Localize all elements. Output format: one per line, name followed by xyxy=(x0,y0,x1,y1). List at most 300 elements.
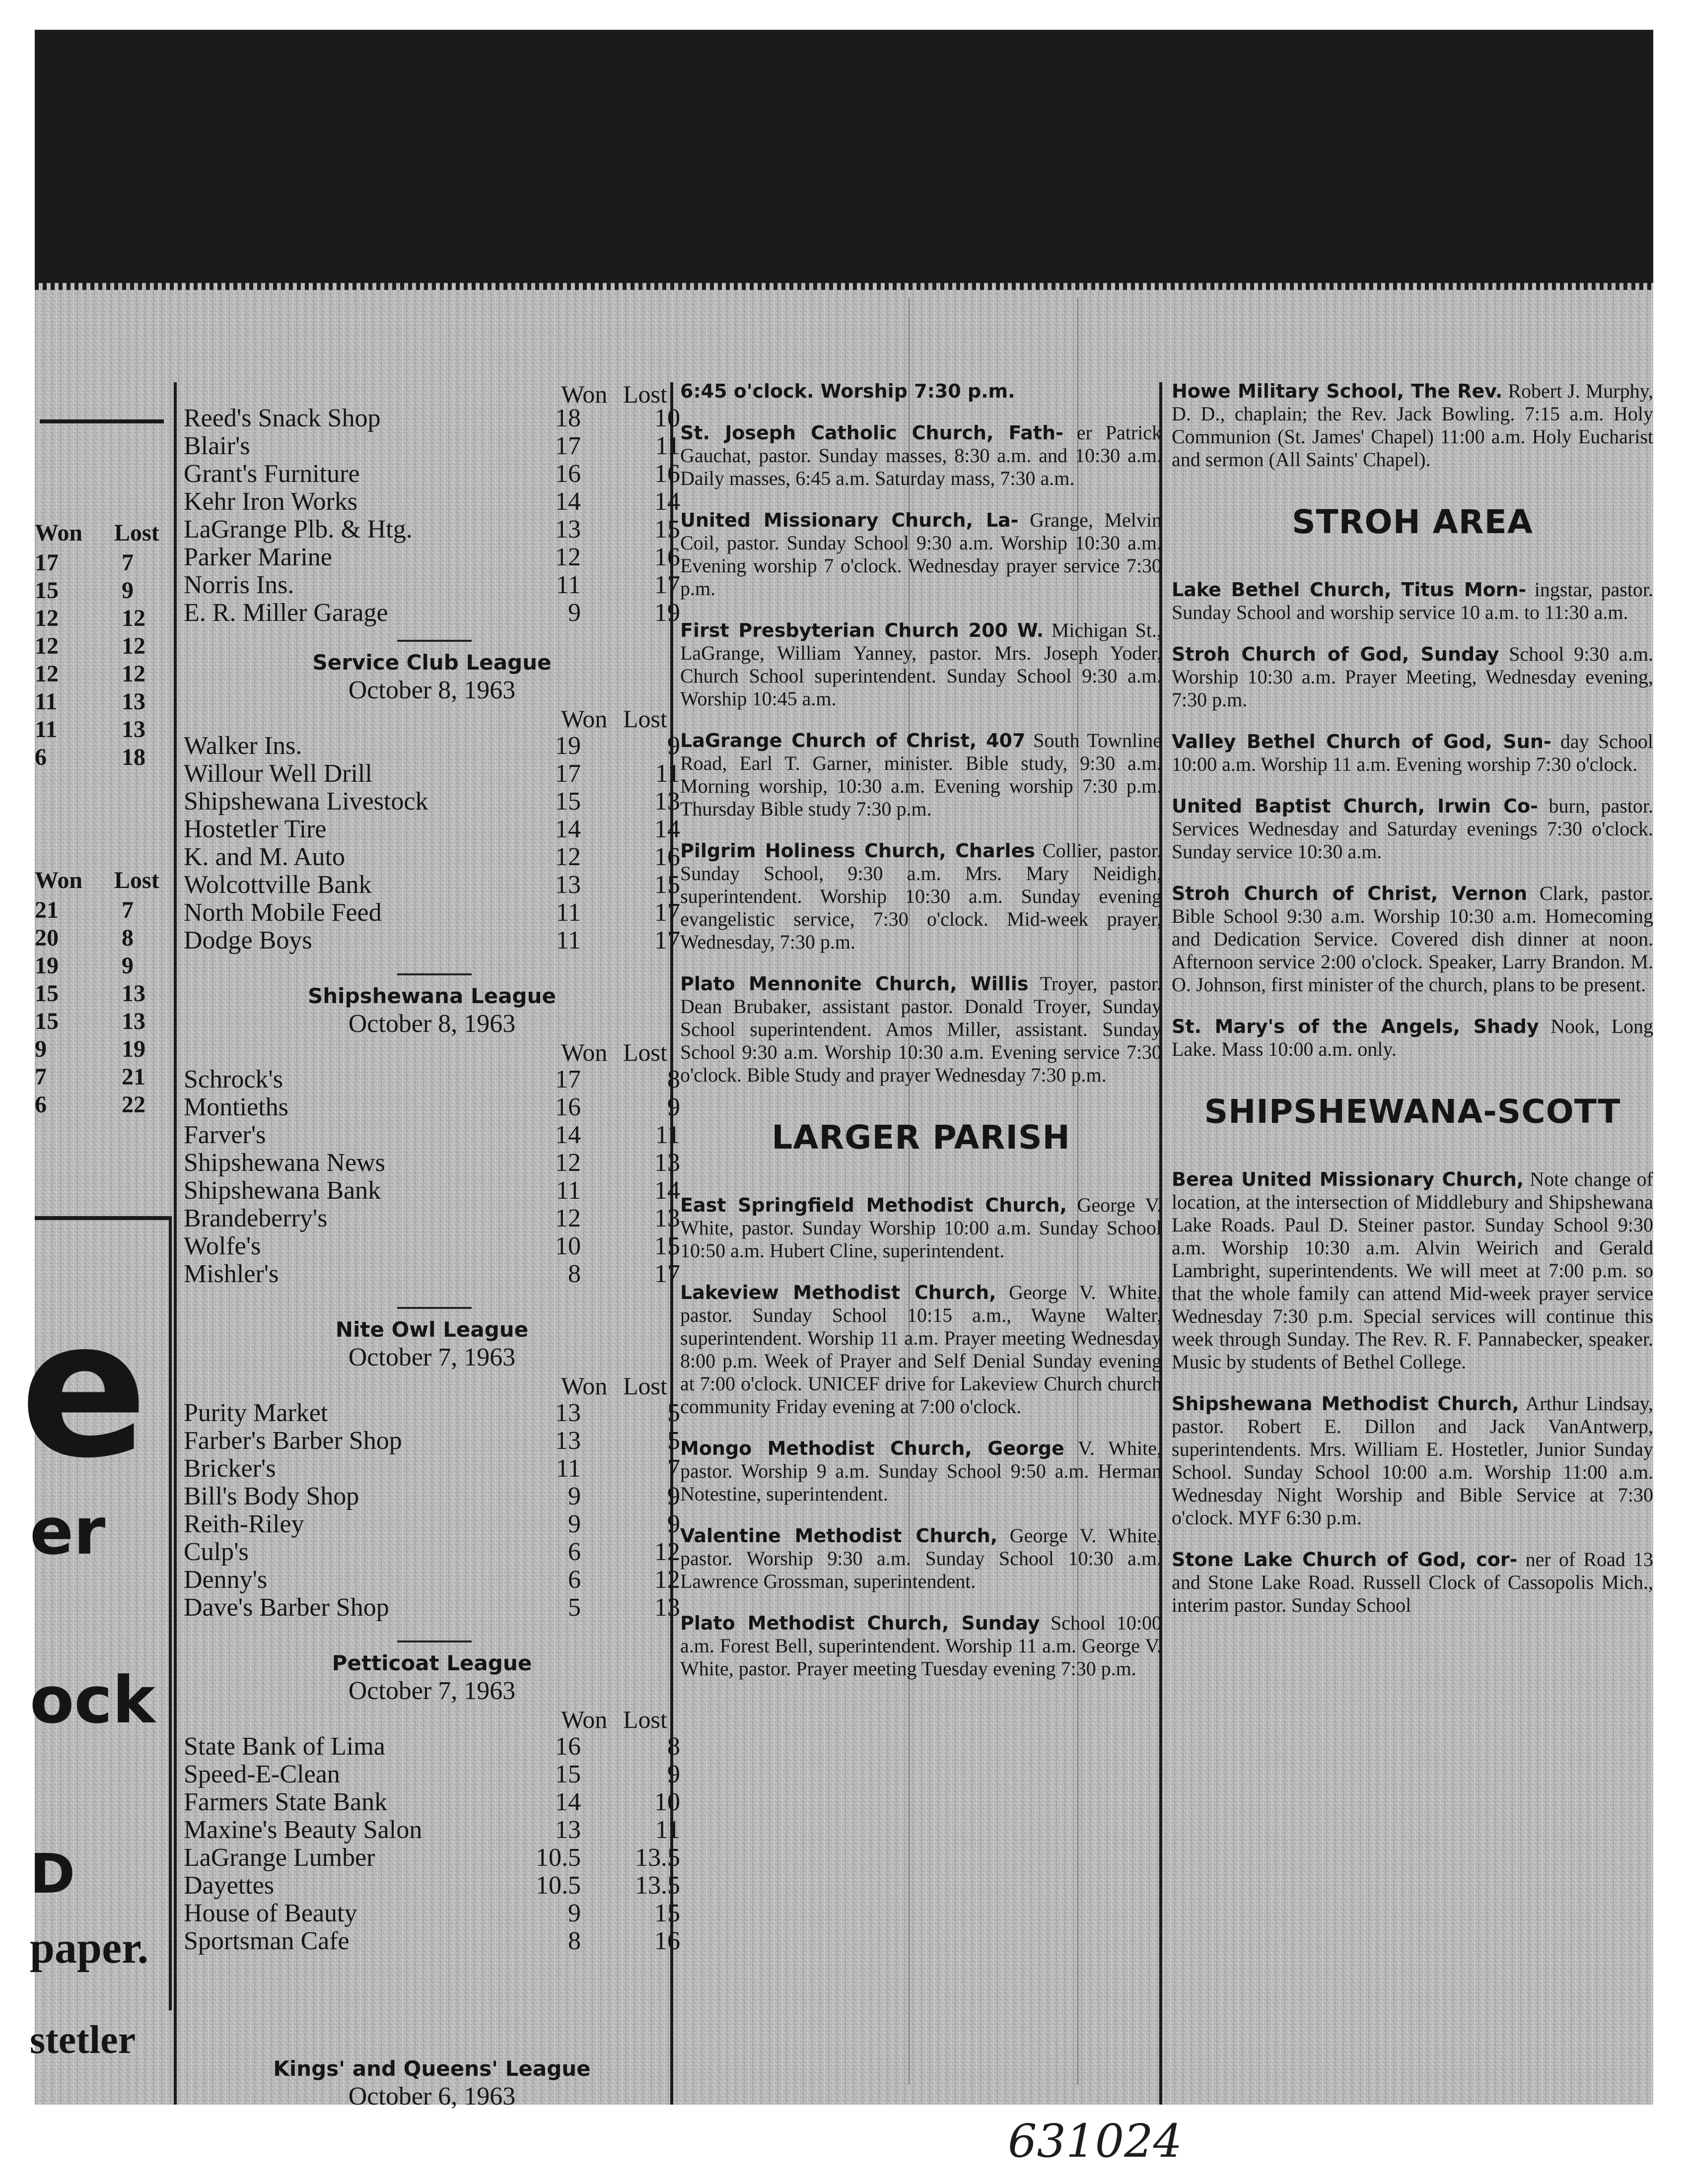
team-row xyxy=(184,1872,680,1900)
church-details: V. White, pastor. Worship 9 a.m. Sunday School 9:50 a.m. Herman Notestine, superintendent. xyxy=(680,1437,1162,1505)
lost-count: 12 xyxy=(122,605,145,631)
team-row xyxy=(184,1594,680,1622)
church-entry xyxy=(1172,578,1653,624)
church-details: Arthur Lindsay, pastor. Robert E. Dillon and Jack VanAntwerp, superintendents. Mrs. William E. Hostetler, Junior Sunday School. Sunday School 10:00 a.m. Worship 11:00 a.m. Wednesday Night Worship and Bible Service at 7:30 o'clock. MYF 6:30 p.m. xyxy=(1172,1392,1653,1529)
team-row xyxy=(184,1538,680,1566)
team-name: Grant's Furniture xyxy=(184,460,360,488)
church-entry xyxy=(680,421,1162,490)
standings-header xyxy=(184,1038,680,1066)
church-entry xyxy=(680,1194,1162,1262)
won-count: 19 xyxy=(35,953,59,979)
church-entry xyxy=(1172,1548,1653,1617)
team-name: Farver's xyxy=(184,1121,266,1149)
team-row xyxy=(184,1066,680,1093)
church-details: Nook, Long Lake. Mass 10:00 a.m. only. xyxy=(1172,1015,1654,1060)
church-details: Clark, pastor. Bible School 9:30 a.m. Worship 10:30 a.m. Homecoming and Dedication Service. Covered dish dinner at noon. Afternoon service 2:00 o'clock. Speaker, Larry Brandon. M. O. Johnson, first minister of the church, plans to be present. xyxy=(1172,882,1654,996)
lost-count: 7 xyxy=(122,897,134,923)
lost-count: 14 xyxy=(654,815,680,843)
team-row xyxy=(184,1399,680,1427)
won-count: 9 xyxy=(35,1036,47,1062)
team-name: Shipshewana News xyxy=(184,1149,385,1177)
ad-text-fragment: er xyxy=(30,1494,106,1569)
won-count: 19 xyxy=(555,732,581,760)
team-name: Dave's Barber Shop xyxy=(184,1593,389,1622)
lost-count: 14 xyxy=(654,487,680,516)
team-name: Reith-Riley xyxy=(184,1510,304,1538)
team-row xyxy=(184,599,680,627)
church-entry xyxy=(680,729,1162,820)
won-count: 10 xyxy=(555,1232,581,1260)
won-count: 5 xyxy=(568,1593,581,1622)
church-name: Stroh Church of Christ, Vernon xyxy=(1172,883,1528,904)
lost-count: 10 xyxy=(654,1788,680,1816)
team-row xyxy=(184,788,680,816)
church-name: Howe Military School, The Rev. xyxy=(1172,380,1503,402)
league-title: Petticoat League xyxy=(332,1651,532,1675)
lost-header: Lost xyxy=(114,867,159,893)
lost-count: 12 xyxy=(122,633,145,659)
team-name: Wolcottville Bank xyxy=(184,871,372,899)
lost-count: 11 xyxy=(655,1121,680,1149)
church-details: School 10:00 a.m. Forest Bell, superintendent. Worship 11 a.m. George V. White, pastor. Prayer meeting Tuesday evening 7:30 p.m. xyxy=(680,1612,1162,1680)
church-name: Lake Bethel Church, Titus Morn- xyxy=(1172,579,1527,601)
won-count: 12 xyxy=(35,633,59,659)
won-count: 13 xyxy=(555,1816,581,1844)
team-name: LaGrange Lumber xyxy=(184,1843,375,1872)
church-entry xyxy=(680,380,1162,403)
church-name: Plato Methodist Church, Sunday xyxy=(680,1612,1040,1634)
won-count: 10.5 xyxy=(536,1843,581,1872)
church-name: United Baptist Church, Irwin Co- xyxy=(1172,795,1538,817)
league-date: October 6, 1963 xyxy=(348,2082,516,2111)
league-date: October 8, 1963 xyxy=(348,1010,516,1038)
lost-count: 19 xyxy=(654,599,680,627)
won-count: 12 xyxy=(35,661,59,687)
won-count: 16 xyxy=(555,460,581,488)
church-entry xyxy=(680,839,1162,954)
church-name: Berea United Missionary Church, xyxy=(1172,1168,1524,1190)
won-count: 11 xyxy=(556,1454,581,1483)
league-date: October 7, 1963 xyxy=(348,1677,516,1705)
lost-count: 8 xyxy=(122,925,134,951)
ad-border xyxy=(35,1216,172,1220)
church-details: Troyer, pastor. Dean Brubaker, assistant pastor. Donald Troyer, Sunday School superintendent. Amos Miller, assistant. Sunday School 9:30 a.m. Worship 10:30 a.m. Evening service 7:30 o'clock. Bible Study and prayer Wednesday 7:30 p.m. xyxy=(680,972,1162,1086)
team-name: Norris Ins. xyxy=(184,571,294,599)
team-name: E. R. Miller Garage xyxy=(184,599,388,627)
divider-rule xyxy=(397,1307,472,1309)
lost-count: 17 xyxy=(654,926,680,955)
won-count: 11 xyxy=(556,571,581,599)
won-count: 21 xyxy=(35,897,59,923)
scanner-black-band xyxy=(35,30,1653,283)
league-block xyxy=(184,640,680,955)
team-name: Montieths xyxy=(184,1093,288,1121)
church-details: Grange, Melvin Coil, pastor. Sunday School 9:30 a.m. Worship 10:30 a.m. Evening worship 7 o'clock. Wednesday prayer service 7:30 p.m. xyxy=(680,509,1162,600)
league-table xyxy=(184,1733,680,1955)
lost-count: 8 xyxy=(667,1732,680,1761)
church-name: Plato Mennonite Church, Willis xyxy=(680,973,1029,995)
league-table xyxy=(184,732,680,955)
lost-count: 9 xyxy=(122,953,134,979)
won-header: Won xyxy=(35,520,83,546)
standings-header xyxy=(184,1705,680,1733)
lost-count: 15 xyxy=(654,1232,680,1260)
church-details: day School 10:00 a.m. Worship 11 a.m. Evening worship 7:30 o'clock. xyxy=(1172,730,1653,775)
league-date: October 7, 1963 xyxy=(348,1343,516,1371)
church-name: Valentine Methodist Church, xyxy=(680,1525,998,1547)
lost-count: 17 xyxy=(654,898,680,927)
church-details: ingstar, pastor. Sunday School and worship service 10 a.m. to 11:30 a.m. xyxy=(1172,578,1653,623)
ad-text-fragment: D xyxy=(30,1842,75,1906)
won-count: 14 xyxy=(555,815,581,843)
church-details: er Patrick Gauchat, pastor. Sunday masses, 8:30 a.m. and 10:30 a.m. Daily masses, 6:45 a.m. Saturday mass, 7:30 a.m. xyxy=(680,421,1162,489)
won-header: Won xyxy=(561,705,608,733)
won-count: 11 xyxy=(556,926,581,955)
lost-count: 9 xyxy=(667,1482,680,1510)
won-count: 20 xyxy=(35,925,59,951)
lost-header: Lost xyxy=(623,380,667,408)
team-name: Farber's Barber Shop xyxy=(184,1427,402,1455)
league-title: Shipshewana League xyxy=(307,984,557,1008)
church-name: St. Mary's of the Angels, Shady xyxy=(1172,1016,1539,1037)
church-directory-column xyxy=(680,380,1162,1699)
won-count: 6 xyxy=(35,744,47,770)
team-name: Maxine's Beauty Salon xyxy=(184,1816,422,1844)
lost-count: 18 xyxy=(122,744,145,770)
team-name: Kehr Iron Works xyxy=(184,487,358,516)
lost-count: 9 xyxy=(667,1760,680,1788)
team-name: Sportsman Cafe xyxy=(184,1927,350,1955)
won-count: 6 xyxy=(35,1092,47,1118)
team-row xyxy=(184,571,680,599)
won-count: 6 xyxy=(568,1538,581,1566)
church-name: Lakeview Methodist Church, xyxy=(680,1282,996,1303)
lost-count: 15 xyxy=(654,515,680,544)
church-entry xyxy=(1172,882,1653,996)
team-name: Dayettes xyxy=(184,1871,274,1900)
league-table xyxy=(184,405,680,627)
team-row xyxy=(184,1427,680,1455)
lost-count: 12 xyxy=(122,661,145,687)
team-name: Shipshewana Livestock xyxy=(184,787,428,816)
lost-count: 17 xyxy=(654,571,680,599)
lost-count: 9 xyxy=(122,577,134,604)
league-block xyxy=(184,1640,680,1955)
lost-count: 7 xyxy=(667,1454,680,1483)
won-count: 7 xyxy=(35,1064,47,1090)
lost-count: 15 xyxy=(654,1899,680,1927)
lost-count: 12 xyxy=(654,1538,680,1566)
won-count: 9 xyxy=(568,599,581,627)
lost-count: 11 xyxy=(655,1816,680,1844)
team-row xyxy=(184,843,680,871)
won-count: 13 xyxy=(555,871,581,899)
lost-count: 11 xyxy=(655,432,680,460)
won-count: 17 xyxy=(555,1065,581,1093)
church-name: Stroh Church of God, Sunday xyxy=(1172,643,1499,665)
won-count: 17 xyxy=(35,549,59,576)
won-count: 14 xyxy=(555,1121,581,1149)
lost-count: 11 xyxy=(655,759,680,788)
church-entry xyxy=(1172,1168,1653,1373)
church-details: South Townline Road, Earl T. Garner, minister. Bible study, 9:30 a.m. Morning worship, 10:30 a.m. Evening worship 7:30 p.m. Thursday Bible study 7:30 p.m. xyxy=(680,729,1162,820)
won-header: Won xyxy=(561,1372,608,1400)
lost-count: 13.5 xyxy=(635,1871,680,1900)
lost-count: 13 xyxy=(654,1204,680,1232)
won-header: Won xyxy=(561,380,608,408)
won-count: 8 xyxy=(568,1260,581,1288)
ad-text-fragment: ock xyxy=(30,1662,155,1738)
church-name: Mongo Methodist Church, George xyxy=(680,1437,1064,1459)
church-details: Note change of location, at the intersection of Middlebury and Shipshewana Lake Roads. Paul D. Steiner pastor. Sunday School 9:30 a.m. Worship 10:30 a.m. Alvin Weirich and Gerald Lambright, superintendents. We will meet at 7:00 p.m. so that the whole family can attend Mid-week prayer service Wednesday 7:30 p.m. Special services will continue this week through Sunday. The Rev. R. F. Pannabecker, speaker. Music by students of Bethel College. xyxy=(1172,1168,1653,1373)
won-count: 12 xyxy=(555,1149,581,1177)
team-name: Walker Ins. xyxy=(184,732,302,760)
handwritten-reference-number: 631024 xyxy=(1008,2115,1183,2168)
lost-count: 16 xyxy=(654,543,680,571)
lost-count: 9 xyxy=(667,732,680,760)
section-heading: SHIPSHEWANA-SCOTT xyxy=(1204,1092,1621,1131)
church-entry xyxy=(680,509,1162,600)
team-name: North Mobile Feed xyxy=(184,898,382,927)
team-name: Reed's Snack Shop xyxy=(184,404,381,432)
church-name: Valley Bethel Church of God, Sun- xyxy=(1172,731,1551,752)
won-count: 14 xyxy=(555,1788,581,1816)
team-row xyxy=(184,1844,680,1872)
won-count: 9 xyxy=(568,1482,581,1510)
team-row xyxy=(184,1093,680,1121)
lost-count: 12 xyxy=(654,1566,680,1594)
team-name: Mishler's xyxy=(184,1260,279,1288)
lost-count: 13 xyxy=(654,787,680,816)
leagues-list xyxy=(184,633,680,1974)
won-count: 11 xyxy=(556,898,581,927)
team-name: Speed-E-Clean xyxy=(184,1760,340,1788)
lost-count: 10 xyxy=(654,404,680,432)
divider-rule xyxy=(397,1640,472,1642)
church-entry xyxy=(1172,1015,1653,1061)
standings-header xyxy=(184,704,680,732)
team-row xyxy=(184,760,680,788)
team-row xyxy=(184,460,680,488)
lost-count: 16 xyxy=(654,843,680,871)
won-count: 15 xyxy=(35,1008,59,1034)
team-name: LaGrange Plb. & Htg. xyxy=(184,515,413,544)
church-entry xyxy=(680,1437,1162,1505)
lost-count: 9 xyxy=(667,1510,680,1538)
church-details: George V. White, pastor. Worship 9:30 a.m. Sunday School 10:30 a.m. Lawrence Grossman, superintendent. xyxy=(680,1524,1162,1592)
won-count: 16 xyxy=(555,1093,581,1121)
divider-rule xyxy=(397,973,472,975)
team-name: Bricker's xyxy=(184,1454,276,1483)
lost-count: 19 xyxy=(122,1036,145,1062)
lost-count: 16 xyxy=(654,460,680,488)
lost-count: 9 xyxy=(667,1093,680,1121)
church-name: United Missionary Church, La- xyxy=(680,509,1019,531)
league-title: Kings' and Queens' League xyxy=(273,2056,591,2081)
team-name: Farmers State Bank xyxy=(184,1788,388,1816)
lost-count: 13 xyxy=(122,980,145,1007)
ad-large-letter: e xyxy=(20,1280,148,1500)
church-details: Michigan St., LaGrange, William Yanney, pastor. Mrs. Joseph Yoder, Church School superintendent. Sunday School 9:30 a.m. Worship 10:45 a.m. xyxy=(680,619,1162,710)
team-row xyxy=(184,1205,680,1232)
team-name: Bill's Body Shop xyxy=(184,1482,359,1510)
church-name: Pilgrim Holiness Church, Charles xyxy=(680,840,1035,862)
team-row xyxy=(184,816,680,843)
team-row xyxy=(184,871,680,899)
team-name: Brandeberry's xyxy=(184,1204,328,1232)
lost-header: Lost xyxy=(623,1706,667,1733)
lost-count: 13 xyxy=(122,1008,145,1034)
lost-count: 15 xyxy=(654,871,680,899)
lost-count: 5 xyxy=(667,1399,680,1427)
church-name: East Springfield Methodist Church, xyxy=(680,1194,1067,1216)
team-name: Wolfe's xyxy=(184,1232,261,1260)
lost-count: 13 xyxy=(654,1149,680,1177)
won-count: 13 xyxy=(555,1399,581,1427)
won-count: 9 xyxy=(568,1510,581,1538)
team-row xyxy=(184,732,680,760)
section-heading: LARGER PARISH xyxy=(772,1118,1070,1157)
lost-count: 21 xyxy=(122,1064,145,1090)
lost-header: Lost xyxy=(623,1038,667,1066)
team-row xyxy=(184,405,680,432)
church-name: Stone Lake Church of God, cor- xyxy=(1172,1549,1518,1570)
church-entry xyxy=(1172,795,1653,863)
church-directory-column xyxy=(1172,380,1653,1636)
team-name: K. and M. Auto xyxy=(184,843,345,871)
team-row xyxy=(184,1816,680,1844)
lost-count: 13 xyxy=(654,1593,680,1622)
ad-text-fragment: stetler xyxy=(30,2018,136,2062)
church-entry xyxy=(680,972,1162,1087)
team-name: Dodge Boys xyxy=(184,926,312,955)
adjacent-column-fragment xyxy=(20,283,174,2105)
team-row xyxy=(184,488,680,516)
team-name: Hostetler Tire xyxy=(184,815,327,843)
lost-count: 22 xyxy=(122,1092,145,1118)
won-count: 13 xyxy=(555,1427,581,1455)
entry-text: 6:45 o'clock. Worship 7:30 p.m. xyxy=(680,380,1015,402)
lost-count: 13.5 xyxy=(635,1843,680,1872)
won-count: 11 xyxy=(35,688,58,715)
team-row xyxy=(184,1232,680,1260)
church-details: School 9:30 a.m. Worship 10:30 a.m. Prayer Meeting, Wednesday evening, 7:30 p.m. xyxy=(1172,643,1654,711)
won-count: 18 xyxy=(555,404,581,432)
team-name: Blair's xyxy=(184,432,250,460)
team-name: Parker Marine xyxy=(184,543,332,571)
team-row xyxy=(184,1733,680,1761)
won-count: 11 xyxy=(35,716,58,743)
won-count: 6 xyxy=(568,1566,581,1594)
lost-count: 8 xyxy=(667,1065,680,1093)
won-count: 15 xyxy=(35,577,59,604)
won-count: 12 xyxy=(555,1204,581,1232)
team-row xyxy=(184,1260,680,1288)
won-count: 16 xyxy=(555,1732,581,1761)
church-name: LaGrange Church of Christ, 407 xyxy=(680,730,1026,751)
church-entry xyxy=(1172,1392,1653,1529)
team-name: House of Beauty xyxy=(184,1899,357,1927)
church-entry xyxy=(1172,730,1653,776)
team-row xyxy=(184,1455,680,1483)
lost-count: 13 xyxy=(122,716,145,743)
lost-count: 16 xyxy=(654,1927,680,1955)
league-block xyxy=(184,973,680,1288)
lost-count: 13 xyxy=(122,688,145,715)
won-count: 12 xyxy=(555,543,581,571)
divider-rule xyxy=(397,640,472,642)
league-table xyxy=(184,1066,680,1288)
team-row xyxy=(184,432,680,460)
team-row xyxy=(184,1149,680,1177)
newspaper-clipping xyxy=(20,283,1654,2111)
team-name: Willour Well Drill xyxy=(184,759,372,788)
church-name: First Presbyterian Church 200 W. xyxy=(680,619,1044,641)
team-row xyxy=(184,927,680,955)
section-heading: STROH AREA xyxy=(1292,503,1533,541)
team-row xyxy=(184,544,680,571)
church-details: George V. White, pastor. Sunday Worship 10:00 a.m. Sunday School 10:50 a.m. Hubert Cline, superintendent. xyxy=(680,1194,1162,1262)
team-row xyxy=(184,1566,680,1594)
church-name: Shipshewana Methodist Church, xyxy=(1172,1393,1519,1415)
church-entry xyxy=(680,619,1162,710)
won-count: 15 xyxy=(555,787,581,816)
won-count: 11 xyxy=(556,1176,581,1205)
won-count: 12 xyxy=(35,605,59,631)
standings-header xyxy=(184,380,680,408)
lost-count: 5 xyxy=(667,1427,680,1455)
won-count: 12 xyxy=(555,843,581,871)
church-details: Robert J. Murphy, D. D., chaplain; the Rev. Jack Bowling. 7:15 a.m. Holy Communion (St. James' Chapel) 11:00 a.m. Holy Eucharist and sermon (All Saints' Chapel). xyxy=(1172,380,1654,471)
lost-count: 7 xyxy=(122,549,134,576)
team-name: Purity Market xyxy=(184,1399,328,1427)
kings-queens-league xyxy=(184,2055,680,2111)
won-count: 9 xyxy=(568,1899,581,1927)
team-row xyxy=(184,899,680,927)
won-count: 15 xyxy=(35,980,59,1007)
team-row xyxy=(184,1177,680,1205)
team-name: State Bank of Lima xyxy=(184,1732,385,1761)
league-title: Nite Owl League xyxy=(335,1317,529,1342)
church-details: Collier, pastor. Sunday School, 9:30 a.m. Mrs. Mary Neidigh, superintendent. Worship 10:30 a.m. Sunday evening evangelistic service, 7:30 o'clock. Mid-week prayer, Wednesday, 7:30 p.m. xyxy=(680,839,1162,953)
church-details: ner of Road 13 and Stone Lake Road. Russell Clock of Cassopolis Mich., interim pastor. Sunday School xyxy=(1172,1548,1654,1616)
team-row xyxy=(184,1483,680,1510)
lost-header: Lost xyxy=(623,1372,667,1400)
rule xyxy=(40,419,164,423)
lost-header: Lost xyxy=(623,705,667,733)
won-count: 8 xyxy=(568,1927,581,1955)
ad-border xyxy=(169,1216,172,2010)
won-count: 14 xyxy=(555,487,581,516)
standings-header xyxy=(184,1371,680,1399)
church-entry xyxy=(680,1612,1162,1680)
won-count: 17 xyxy=(555,432,581,460)
church-entry xyxy=(1172,643,1653,711)
church-details: burn, pastor. Services Wednesday and Saturday evenings 7:30 o'clock. Sunday service 10:30 a.m. xyxy=(1172,795,1653,863)
church-name: St. Joseph Catholic Church, Fath- xyxy=(680,422,1063,444)
team-row xyxy=(184,516,680,544)
league-title: Service Club League xyxy=(312,650,552,675)
lost-count: 17 xyxy=(654,1260,680,1288)
team-name: Denny's xyxy=(184,1566,268,1594)
team-row xyxy=(184,1927,680,1955)
won-count: 15 xyxy=(555,1760,581,1788)
church-entry xyxy=(1172,380,1653,471)
team-row xyxy=(184,1788,680,1816)
team-row xyxy=(184,1900,680,1927)
lost-count: 14 xyxy=(654,1176,680,1205)
won-header: Won xyxy=(561,1706,608,1733)
